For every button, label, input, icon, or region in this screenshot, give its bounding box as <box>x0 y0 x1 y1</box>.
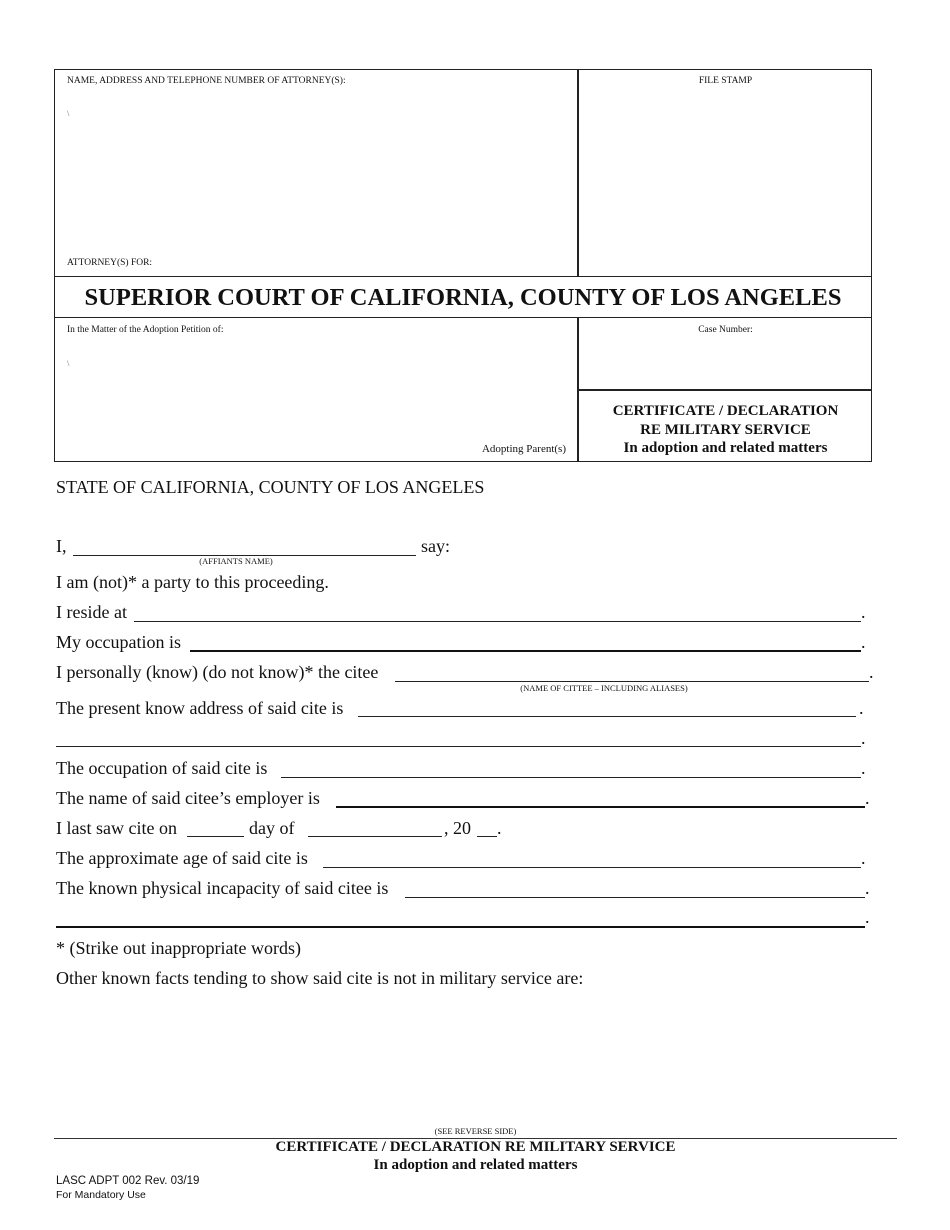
citee-incapacity-field-2[interactable] <box>56 907 865 927</box>
case-number-label: Case Number: <box>698 325 753 335</box>
other-facts-label: Other known facts tending to show said cite is not in military service are: <box>56 968 584 988</box>
footer-title-line-1: CERTIFICATE / DECLARATION RE MILITARY SERVICE <box>275 1139 676 1155</box>
affiant-name-field[interactable] <box>73 536 416 556</box>
incapacity-label: The known physical incapacity of said citee is <box>56 878 389 898</box>
mandatory-use-note: For Mandatory Use <box>56 1189 146 1201</box>
court-title: SUPERIOR COURT OF CALIFORNIA, COUNTY OF LOS ANGELES <box>84 284 842 311</box>
affiant-suffix: say: <box>421 536 450 556</box>
citee-address-period-1: . <box>859 698 864 718</box>
adopting-parents-label: Adopting Parent(s) <box>481 443 566 455</box>
file-stamp-label: FILE STAMP <box>698 76 753 86</box>
citee-occupation-field[interactable] <box>281 758 861 778</box>
citee-age-field[interactable] <box>323 848 861 868</box>
document-title <box>579 402 872 458</box>
know-citee-label: I personally (know) (do not know)* the citee <box>56 662 379 682</box>
citee-employer-label: The name of said citee’s employer is <box>56 788 320 808</box>
last-saw-month-field[interactable] <box>308 818 442 838</box>
occupation-field[interactable] <box>190 632 861 652</box>
strike-note: * (Strike out inappropriate words) <box>56 938 301 958</box>
case-number-bottom-rule <box>578 389 872 391</box>
last-saw-day-of: day of <box>249 818 295 838</box>
footer-title-line-2: In adoption and related matters <box>373 1157 578 1173</box>
approx-age-label: The approximate age of said cite is <box>56 848 308 868</box>
affiant-caption: (AFFIANTS NAME) <box>199 556 273 566</box>
citee-address-period-2: . <box>861 728 866 748</box>
occupation-period: . <box>861 632 866 652</box>
citee-occupation-period: . <box>861 758 866 778</box>
citee-incapacity-period-1: . <box>865 878 870 898</box>
case-number-field[interactable] <box>590 342 860 382</box>
attorney-for-label: ATTORNEY(S) FOR: <box>67 258 153 268</box>
attorney-field[interactable]: \ <box>67 108 70 118</box>
occupation-label: My occupation is <box>56 632 181 652</box>
form-number: LASC ADPT 002 Rev. 03/19 <box>56 1175 200 1187</box>
citee-name-period: . <box>869 662 874 682</box>
citee-occupation-label: The occupation of said cite is <box>56 758 268 778</box>
last-saw-year-prefix: , 20 <box>444 818 471 838</box>
citee-employer-period: . <box>865 788 870 808</box>
reside-label: I reside at <box>56 602 127 622</box>
citee-address-field-1[interactable] <box>358 698 856 718</box>
residence-field[interactable] <box>134 602 861 622</box>
matter-field[interactable]: \ <box>67 358 70 368</box>
other-facts-field[interactable] <box>56 995 871 1110</box>
caption-divider-top <box>577 69 579 277</box>
venue-heading: STATE OF CALIFORNIA, COUNTY OF LOS ANGELES <box>56 477 485 497</box>
citee-address-field-2[interactable] <box>56 728 861 748</box>
document-title-line-2: RE MILITARY SERVICE <box>640 421 811 438</box>
residence-period: . <box>861 602 866 622</box>
see-reverse-note: (SEE REVERSE SIDE) <box>434 1126 517 1136</box>
citee-address-label: The present know address of said cite is <box>56 698 344 718</box>
citee-caption: (NAME OF CITTEE – INCLUDING ALIASES) <box>520 683 688 693</box>
citee-age-period: . <box>861 848 866 868</box>
document-title-line-1: CERTIFICATE / DECLARATION <box>612 403 839 419</box>
citee-incapacity-field-1[interactable] <box>405 878 865 898</box>
matter-label: In the Matter of the Adoption Petition of: <box>67 325 224 335</box>
citee-name-field[interactable] <box>395 662 869 682</box>
citee-incapacity-period-2: . <box>865 907 870 927</box>
last-saw-year-field[interactable] <box>477 818 497 838</box>
last-saw-period: . <box>497 818 502 838</box>
citee-employer-field[interactable] <box>336 788 865 808</box>
last-saw-label: I last saw cite on <box>56 818 177 838</box>
last-saw-day-field[interactable] <box>187 818 244 838</box>
party-statement: I am (not)* a party to this proceeding. <box>56 572 329 592</box>
document-title-line-3: In adoption and related matters <box>623 440 828 456</box>
attorney-label: NAME, ADDRESS AND TELEPHONE NUMBER OF ATTORNEY(S): <box>67 76 346 86</box>
affiant-prefix: I, <box>56 536 67 556</box>
